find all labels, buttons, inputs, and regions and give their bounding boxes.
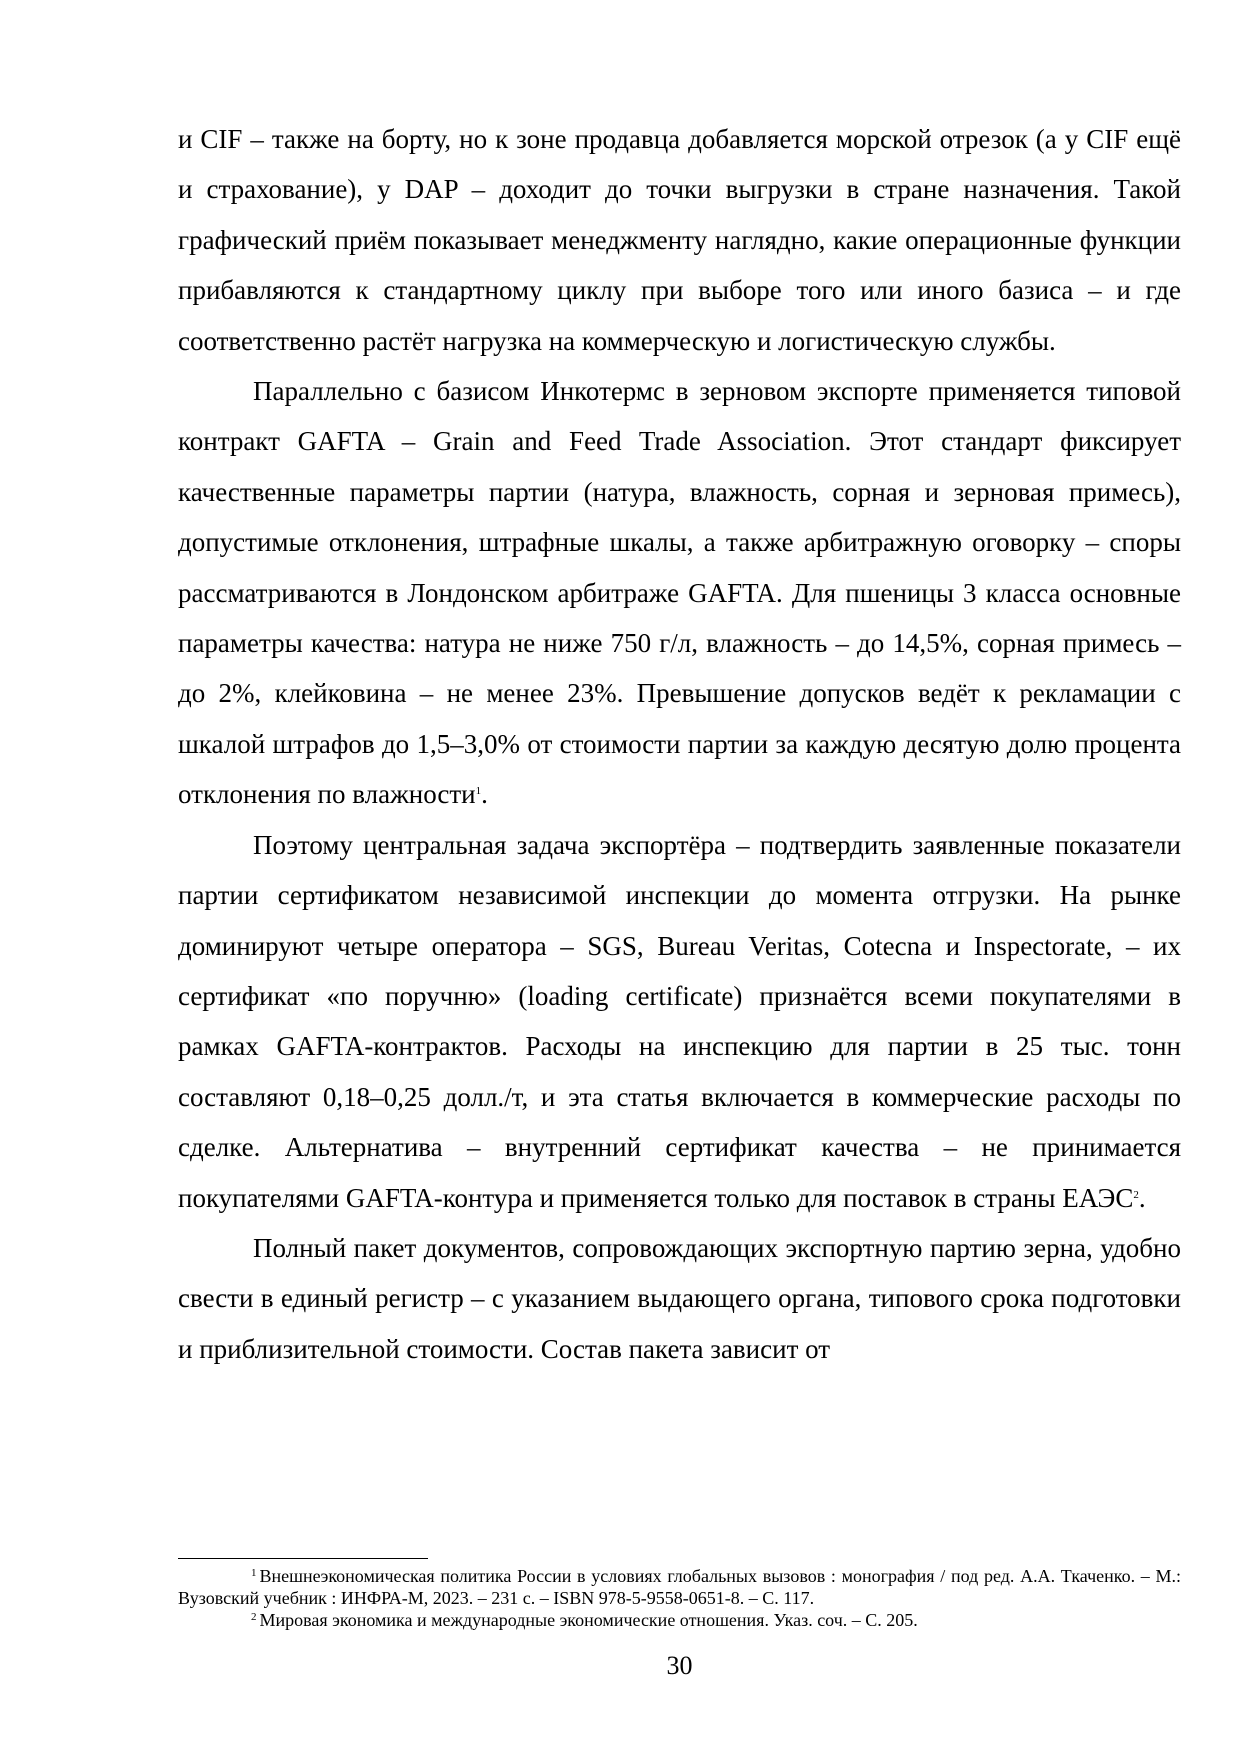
footnote-reference[interactable]: 2 [1133,1188,1139,1201]
paragraph-text: Полный пакет документов, сопровождающих экспортную партию зерна, удобно свести в единый регистр – с указанием выдающего органа, типового срока подготовки и приблизительной стоимости. Состав пакета зависит от [178,1232,1181,1364]
paragraph-inspection: Поэтому центральная задача экспортёра – подтвердить заявленные показатели партии сертификатом независимой инспекции до момента отгрузки. На рынке доминируют четыре оператора – SGS, Bureau Veritas, Cotecna и Inspectorate, – их сертификат «по поручню» (loading certificate) признаётся всеми покупателями в рамках GAFTA-контрактов. Расходы на инспекцию для партии в 25 тыс. тонн составляют 0,18–0,25 долл./т, и эта статья включается в коммерческие расходы по сделке. Альтернатива – внутренний сертификат качества – не принимается покупателями GAFTA-контура и применяется только для поставок в страны ЕАЭС$^2$. [178,829,1181,1213]
footnote-reference[interactable]: 1 [475,785,482,798]
footnote-text: Внешнеэкономическая политика России в условиях глобальных вызовов : монография / под ред. А.А. Ткаченко. – М.: Вузовский учебник : ИНФРА-М, 2023. – 231 с. – ISBN 978-5-9558-0651-8. – С. 117. [178,1566,1181,1608]
footnote-number: 1 [251,1567,257,1579]
footnote-text: Мировая экономика и международные экономические отношения. Указ. соч. – С. 205. [259,1610,918,1630]
footnote-item [178,1565,1181,1609]
paragraph-gafta: Параллельно с базисом Инкотермс в зерновом экспорте применяется типовой контракт GAFTA – Grain and Feed Trade Association. Этот стандарт фиксирует качественные параметры партии (натура, влажность, сорная и зерновая примесь), допустимые отклонения, штрафные шкалы, а также арбитражную оговорку – споры рассматриваются в Лондонском арбитраже GAFTA. Для пшеницы 3 класса основные параметры качества: натура не ниже 750 г/л, влажность – до 14,5%, сорная примесь – до 2%, клейковина – не менее 23%. Превышение допусков ведёт к рекламации с шкалой штрафов до 1,5–3,0% от стоимости партии за каждую десятую долю процента отклонения по влажности$^1$. [178,376,1181,810]
footnote-number: 2 [251,1611,257,1623]
paragraph-text: Поэтому центральная задача экспортёра – подтвердить заявленные показатели партии сертификатом независимой инспекции до момента отгрузки. На рынке доминируют четыре оператора – SGS, Bureau Veritas, Cotecna и Inspectorate, – их сертификат «по поручню» (loading certificate) признаётся всеми покупателями в рамках GAFTA-контрактов. Расходы на инспекцию для партии в 25 тыс. тонн составляют 0,18–0,25 долл./т, и эта статья включается в коммерческие расходы по сделке. Альтернатива – внутренний сертификат качества – не принимается покупателями GAFTA-контура и применяется только для поставок в страны ЕАЭС [178,829,1181,1213]
footnote-separator [178,1558,428,1559]
paragraph-documents [178,1223,1181,1374]
body-text [178,114,1181,1374]
paragraph-continuation [178,114,1181,366]
footnote-item [178,1609,1181,1631]
paragraph-text: и CIF – также на борту, но к зоне продавца добавляется морской отрезок (а у CIF ещё и страхование), у DAP – доходит до точки выгрузки в стране назначения. Такой графический приём показывает менеджменту наглядно, какие операционные функции прибавляются к стандартному циклу при выборе того или иного базиса – и где соответственно растёт нагрузка на коммерческую и логистическую службы. [178,124,1181,356]
page-number: 30 [666,1651,693,1680]
footnotes [178,1565,1181,1631]
paragraph-text: Параллельно с базисом Инкотермс в зерновом экспорте применяется типовой контракт GAFTA – Grain and Feed Trade Association. Этот стандарт фиксирует качественные параметры партии (натура, влажность, сорная и зерновая примесь), допустимые отклонения, штрафные шкалы, а также арбитражную оговорку – споры рассматриваются в Лондонском арбитраже GAFTA. Для пшеницы 3 класса основные параметры качества: натура не ниже 750 г/л, влажность – до 14,5%, сорная примесь – до 2%, клейковина – не менее 23%. Превышение допусков ведёт к рекламации с шкалой штрафов до 1,5–3,0% от стоимости партии за каждую десятую долю процента отклонения по влажности [178,376,1181,810]
